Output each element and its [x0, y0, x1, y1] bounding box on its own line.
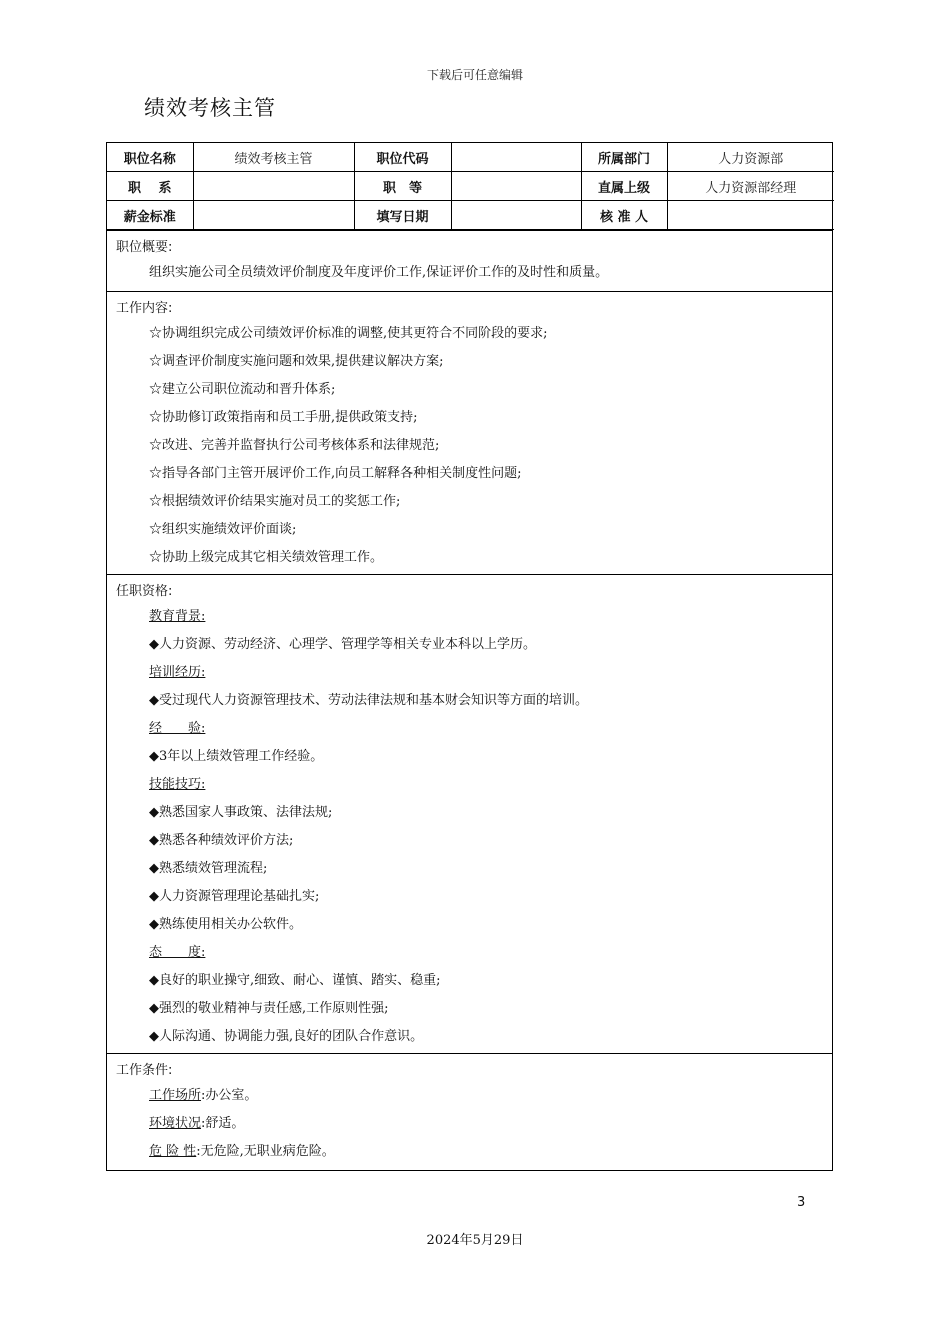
conditions-heading: 工作条件: — [116, 1063, 173, 1078]
label-position-name: 职位名称 — [107, 143, 193, 172]
label-supervisor: 直属上级 — [581, 172, 667, 201]
danger-label: 危 险 性 — [149, 1144, 197, 1159]
table-row — [107, 172, 834, 201]
list-item: ☆组织实施绩效评价面谈; — [149, 522, 297, 537]
list-item: ◆3年以上绩效管理工作经验。 — [149, 749, 324, 764]
list-item: ◆熟悉各种绩效评价方法; — [149, 833, 294, 848]
workplace-value: :办公室。 — [201, 1088, 258, 1103]
list-item: ☆建立公司职位流动和晋升体系; — [149, 382, 336, 397]
table-row — [107, 143, 834, 172]
qualifications-section — [107, 574, 832, 1053]
header-note: 下载后可任意编辑 — [426, 68, 523, 82]
label-approver: 核 准 人 — [581, 201, 667, 230]
value-salary — [193, 201, 354, 230]
value-position-code — [451, 143, 581, 172]
table-row — [107, 201, 834, 230]
list-item: ◆熟悉国家人事政策、法律法规; — [149, 805, 333, 820]
condition-environment — [107, 1110, 832, 1138]
condition-danger — [107, 1138, 832, 1166]
summary-section — [107, 230, 832, 291]
job-info-table — [107, 143, 834, 230]
conditions-section — [107, 1053, 832, 1170]
list-item: ◆良好的职业操守,细致、耐心、谨慎、踏实、稳重; — [149, 973, 441, 988]
list-item: ☆协调组织完成公司绩效评价标准的调整,使其更符合不同阶段的要求; — [149, 326, 548, 341]
list-item: ◆人际沟通、协调能力强,良好的团队合作意识。 — [149, 1029, 424, 1044]
value-department: 人力资源部 — [667, 143, 834, 172]
label-department: 所属部门 — [581, 143, 667, 172]
duties-heading: 工作内容: — [116, 301, 173, 316]
experience-label: 经 验: — [149, 721, 206, 736]
summary-text: 组织实施公司全员绩效评价制度及年度评价工作,保证评价工作的及时性和质量。 — [149, 265, 609, 280]
label-job-grade: 职 等 — [354, 172, 451, 201]
list-item: ◆受过现代人力资源管理技术、劳动法律法规和基本财会知识等方面的培训。 — [149, 693, 588, 708]
list-item: ☆改进、完善并监督执行公司考核体系和法律规范; — [149, 438, 440, 453]
environment-label: 环境状况 — [149, 1116, 202, 1131]
skills-label: 技能技巧: — [149, 777, 206, 792]
list-item: ☆协助上级完成其它相关绩效管理工作。 — [149, 550, 384, 565]
value-position-name: 绩效考核主管 — [193, 143, 354, 172]
list-item: ◆强烈的敬业精神与责任感,工作原则性强; — [149, 1001, 389, 1016]
page-number: 3 — [797, 1195, 806, 1210]
label-job-series: 职 系 — [107, 172, 193, 201]
summary-heading: 职位概要: — [116, 240, 173, 255]
job-description-form — [106, 142, 833, 1171]
list-item: ☆协助修订政策指南和员工手册,提供政策支持; — [149, 410, 418, 425]
condition-workplace — [107, 1082, 832, 1110]
education-label: 教育背景: — [149, 609, 206, 624]
footer-date: 2024年5月29日 — [426, 1233, 524, 1248]
training-label: 培训经历: — [149, 665, 206, 680]
list-item: ◆熟练使用相关办公软件。 — [149, 917, 302, 932]
value-fill-date — [451, 201, 581, 230]
value-job-grade — [451, 172, 581, 201]
attitude-label: 态 度: — [149, 945, 206, 960]
label-position-code: 职位代码 — [354, 143, 451, 172]
list-item: ☆指导各部门主管开展评价工作,向员工解释各种相关制度性问题; — [149, 466, 522, 481]
label-fill-date: 填写日期 — [354, 201, 451, 230]
list-item: ◆人力资源、劳动经济、心理学、管理学等相关专业本科以上学历。 — [149, 637, 536, 652]
document-title: 绩效考核主管 — [144, 96, 276, 120]
label-salary: 薪金标准 — [107, 201, 193, 230]
duties-section — [107, 291, 832, 574]
list-item: ☆调查评价制度实施问题和效果,提供建议解决方案; — [149, 354, 444, 369]
list-item: ◆熟悉绩效管理流程; — [149, 861, 268, 876]
value-job-series — [193, 172, 354, 201]
list-item: ◆人力资源管理理论基础扎实; — [149, 889, 320, 904]
workplace-label: 工作场所 — [149, 1088, 202, 1103]
environment-value: :舒适。 — [201, 1116, 245, 1131]
danger-value: :无危险,无职业病危险。 — [196, 1144, 335, 1159]
qualifications-heading: 任职资格: — [116, 584, 173, 599]
list-item: ☆根据绩效评价结果实施对员工的奖惩工作; — [149, 494, 401, 509]
value-approver — [667, 201, 834, 230]
value-supervisor: 人力资源部经理 — [667, 172, 834, 201]
